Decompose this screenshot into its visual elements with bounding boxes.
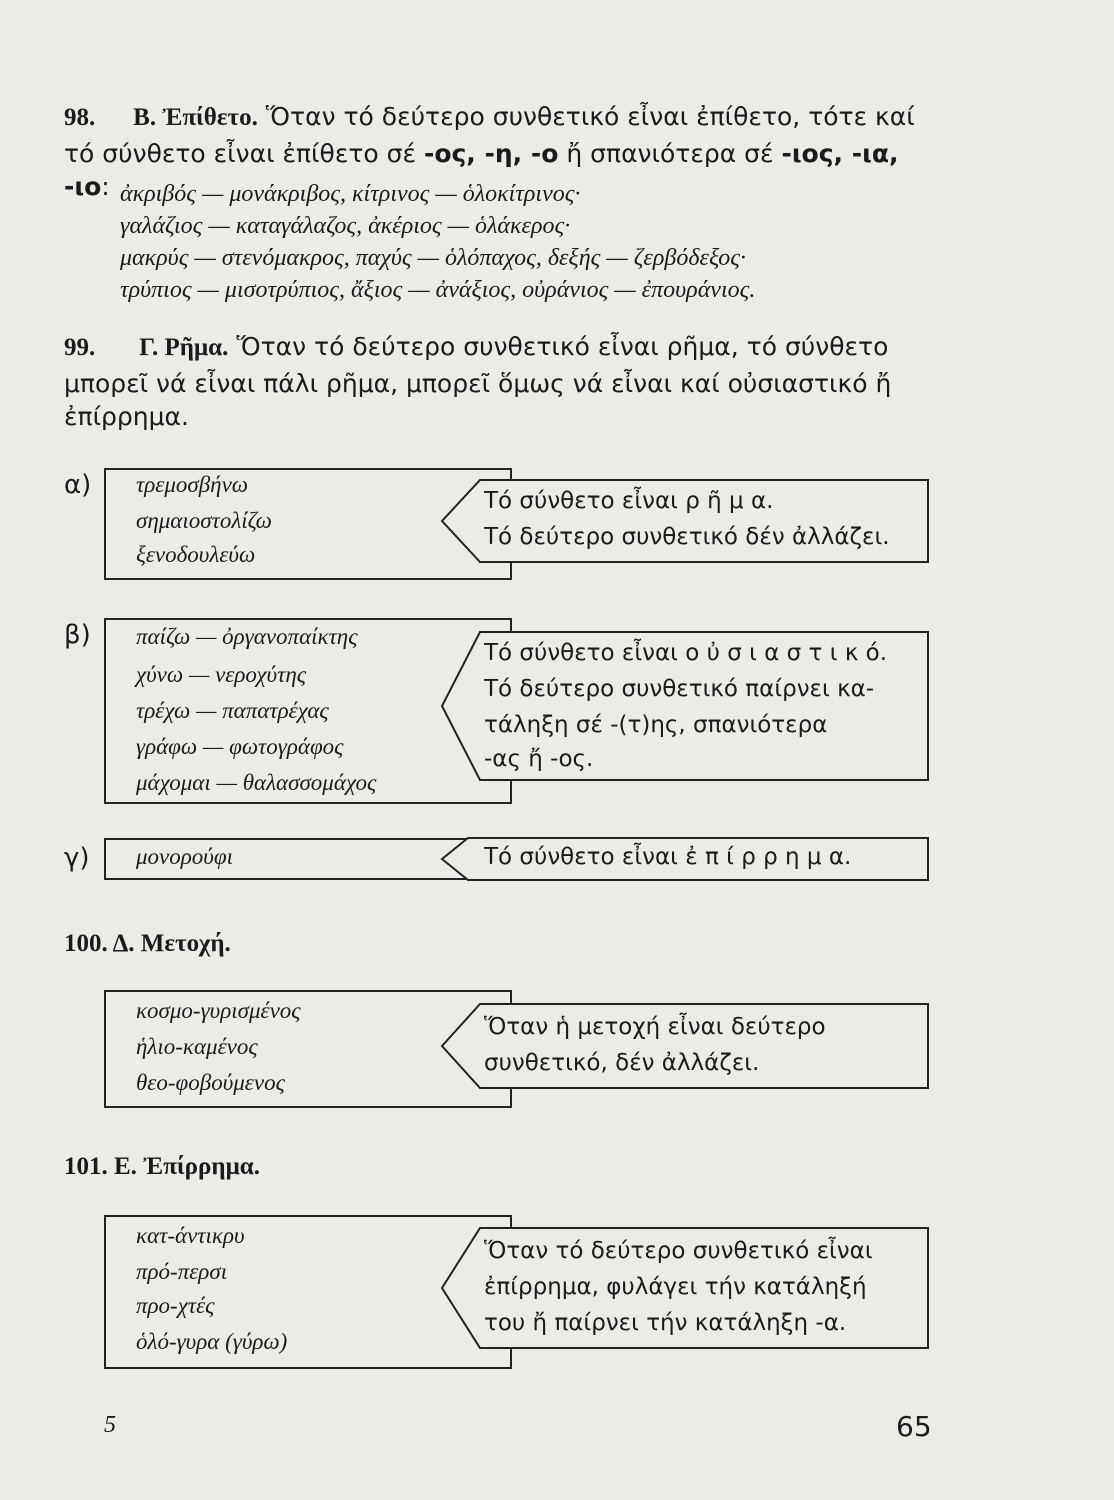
case-b-label: β) [64,620,91,650]
section-101-word: ὁλό-γυρα (γύρω) [136,1329,288,1354]
case-b-rule-line: Τό δεύτερο συνθετικό παίρνει κα- [484,676,875,702]
section-100-rule-line: συνθετικό, δέν ἀλλάζει. [484,1050,760,1076]
case-b-word: τρέχω — παπατρέχας [136,698,329,723]
case-b-word: χύνω — νεροχύτης [136,662,307,687]
section-101-rule-box [440,1226,930,1350]
section-100-rule-box [440,1002,930,1090]
section-98-number: 98. [64,104,96,131]
section-99-heading: Γ. Ρῆμα. [139,334,229,361]
example-line: μακρύς — στενόμακρος, παχύς — ὁλόπαχος, δεξής — ζερβόδεξος· [120,245,746,271]
case-c-word: μονορούφι [136,844,233,869]
section-100-word: θεο-φοβούμενος [136,1070,285,1095]
section-99-number: 99. [64,334,96,361]
section-101-word: πρό-περσι [136,1259,228,1284]
case-a-word: ξενοδουλεύω [136,542,256,567]
section-98-line1 [64,100,944,134]
case-a-rule-box [440,478,930,564]
section-101-word: κατ-άντικρυ [136,1223,245,1248]
section-98-text-2c: : [101,172,110,201]
section-99-text-1: Ὅταν τό δεύτερο συνθετικό εἶναι ρῆμα, τό σύνθετο [236,332,889,361]
case-a-rule-line: Τό δεύτερο συνθετικό δέν ἀλλάζει. [484,524,890,550]
section-98-text-2b: ἤ σπανιότερα σέ [558,139,782,168]
section-99-line3: ἐπίρρημα. [64,402,189,431]
section-98-endings-2: -ιος, -ια, -ιο [64,139,899,201]
case-a-label: α) [64,470,92,500]
section-98-endings-1: -ος, -η, -ο [423,139,559,168]
example-line: ἀκριβός — μονάκριβος, κίτρινος — ὁλοκίτρινος· [120,181,581,207]
page-number: 65 [896,1410,932,1443]
case-a-word: σημαιοστολίζω [136,508,272,533]
case-c-label: γ) [64,843,90,873]
case-b-rule-line: τάληξη σέ -(τ)ης, σπανιότερα [484,712,828,738]
section-101-rule-line: του ἤ παίρνει τήν κατάληξη -α. [484,1310,847,1336]
section-98-text-1: Ὅταν τό δεύτερο συνθετικό εἶναι ἐπίθετο, τότε καί [265,102,915,131]
case-b-rule-box [440,630,930,782]
section-100-rule-line: Ὅταν ἡ μετοχή εἶναι δεύτερο [484,1014,826,1040]
case-c-rule-line: Τό σύνθετο εἶναι ἐ π ί ρ ρ η μ α. [484,844,852,870]
case-c-rule-box [440,836,930,882]
case-b-word: παίζω — ὀργανοπαίκτης [136,624,358,649]
section-100-word: κοσμο-γυρισμένος [136,998,301,1023]
case-a-rule-line: Τό σύνθετο εἶναι ρ ῆ μ α. [484,488,774,514]
example-line: τρύπιος — μισοτρύπιος, ἄξιος — ἀνάξιος, οὐράνιος — ἐπουράνιος. [120,277,756,303]
section-98-text-2a: τό σύνθετο εἶναι ἐπίθετο σέ [64,139,424,168]
case-b-rule-line: Τό σύνθετο εἶναι ο ὐ σ ι α σ τ ι κ ό. [484,640,888,666]
section-99-line2: μπορεῖ νά εἶναι πάλι ρῆμα, μπορεῖ ὅμως νά εἶναι καί οὐσιαστικό ἤ [64,369,892,398]
section-101-rule-line: Ὅταν τό δεύτερο συνθετικό εἶναι [484,1238,873,1264]
section-101-rule-line: ἐπίρρημα, φυλάγει τήν κατάληξή [484,1274,867,1300]
section-101-word: προ-χτές [136,1293,215,1318]
section-98-heading: Β. Ἐπίθετο. [133,104,258,131]
signature-mark: 5 [104,1412,116,1438]
section-99-line1 [64,330,944,364]
section-98-examples [120,178,940,306]
section-101-heading: 101. Ε. Ἐπίρρημα. [64,1153,260,1180]
case-b-rule-line: -ας ἤ -ος. [484,746,594,772]
case-b-word: γράφω — φωτογράφος [136,734,344,759]
section-100-heading: 100. Δ. Μετοχή. [64,930,231,957]
case-a-word: τρεμοσβήνω [136,472,249,497]
section-100-word: ἡλιο-καμένος [136,1034,258,1059]
example-line: γαλάζιος — καταγάλαζος, ἀκέριος — ὁλάκερος· [120,213,571,239]
case-b-word: μάχομαι — θαλασσομάχος [136,770,377,795]
